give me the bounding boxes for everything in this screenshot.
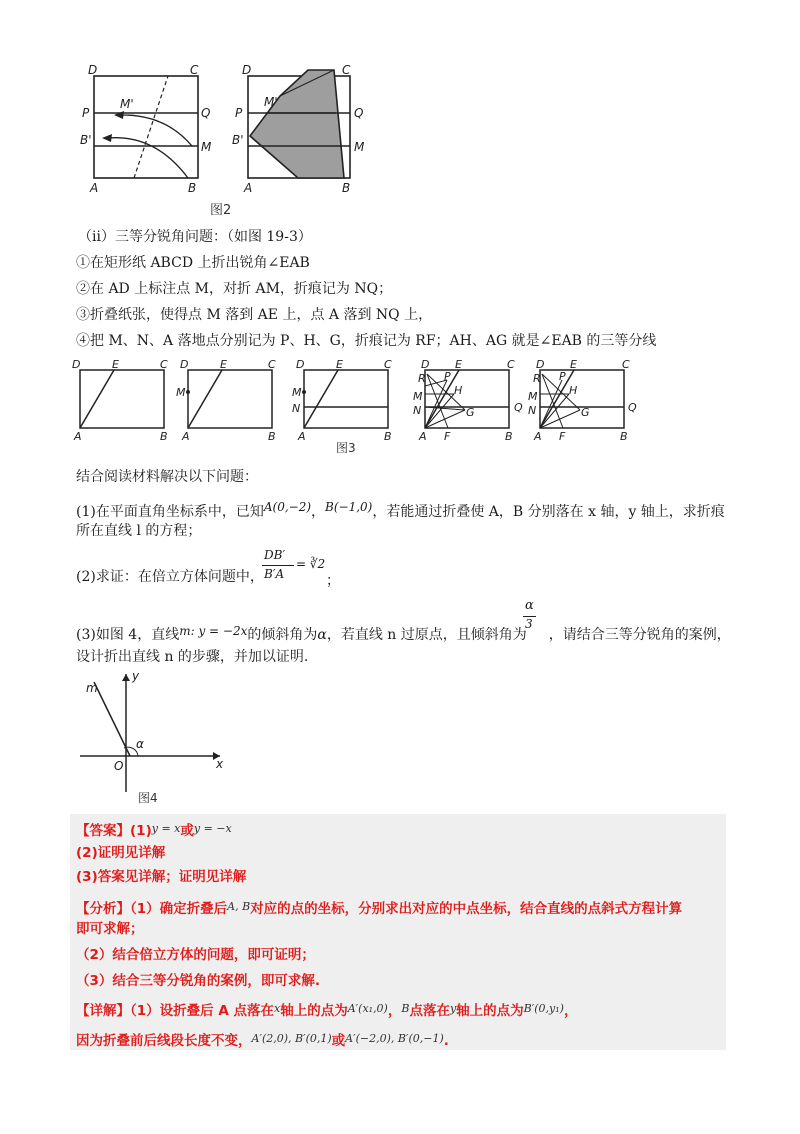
step-3: ③折叠纸张，使得点 M 落到 AE 上，点 A 落到 NQ 上， — [76, 307, 433, 323]
fig4-label-x: x — [216, 757, 224, 771]
fig3-p5-M: M — [528, 390, 538, 403]
fig3-p2-E: E — [220, 358, 227, 371]
fig3-p5-R: R — [533, 372, 541, 385]
fig2-label-B: B — [188, 181, 197, 195]
p3-fraction — [523, 598, 539, 634]
fig3-p4-P: P — [444, 370, 451, 383]
fig2-caption: 图2 — [210, 203, 232, 218]
fig2r-label-P: P — [235, 106, 243, 120]
p3-text-d: ，请结合三等分锐角的案例， — [548, 627, 731, 643]
p3-alpha: α — [317, 627, 327, 643]
problems-intro: 结合阅读材料解决以下问题： — [76, 469, 258, 485]
fig3-p4-D: D — [421, 358, 430, 371]
fig2-label-D: D — [88, 63, 98, 77]
fig2-label-B-prime: B' — [80, 133, 92, 147]
step-4: ④把 M、N、A 落地点分别记为 P、H、G，折痕记为 RF；AH、AG 就是∠EAB 的三等分线 — [76, 333, 657, 349]
fig3-p3-N: N — [292, 402, 301, 415]
fig2r-label-D: D — [242, 63, 252, 77]
fig2-label-P: P — [82, 106, 90, 120]
fig3-p3-C: C — [384, 358, 392, 371]
answer-eq-2: y = −x — [193, 822, 232, 835]
fig3-p4-R: R — [418, 372, 426, 385]
figure-3 — [70, 356, 650, 456]
fig3-p4-C: C — [507, 358, 515, 371]
detail-line-2 — [76, 1030, 449, 1050]
analysis-line-4: （3）结合三等分锐角的案例，即可求解. — [76, 973, 321, 989]
detail-B: B — [401, 1002, 410, 1015]
detail-text-f: ， — [563, 1003, 578, 1019]
p2-text: (2)求证：在倍立方体问题中， — [76, 569, 264, 585]
fig3-p5-D: D — [536, 358, 545, 371]
p1-text-b: ，若能通过折叠使 A，B 分别落在 x 轴，y 轴上，求折痕 — [372, 504, 725, 520]
fig2r-label-M: M — [354, 140, 365, 154]
fig3-p5-P: P — [559, 370, 566, 383]
figure-4 — [80, 664, 240, 806]
fig2-label-Q: Q — [201, 106, 211, 120]
detail-text-a: 【详解】（1）设折叠后 A 点落在 — [76, 1003, 274, 1019]
analysis-text-b: 对应的点的坐标，分别求出对应的中点坐标，结合直线的点斜式方程计算 — [250, 901, 683, 917]
fig3-p4-E: E — [455, 358, 462, 371]
fig2r-label-B: B — [342, 181, 351, 195]
detail-text-c: ， — [387, 1003, 402, 1019]
detail2-m2: A′(−2,0), B′(0,−1) — [345, 1032, 444, 1045]
fig3-p4-N: N — [413, 404, 422, 417]
fig3-p2-M: M — [176, 386, 186, 399]
fig3-p2-B: B — [268, 430, 276, 443]
fig4-line-m — [94, 682, 130, 756]
problem-3-line-2: 设计折出直线 n 的步骤，并加以证明. — [76, 649, 309, 665]
detail-B1: B′(0,y₁) — [523, 1002, 564, 1015]
fig3-p5-N: N — [528, 404, 537, 417]
p3-line-m: m: y = −2x — [179, 624, 248, 638]
fig3-p5-F: F — [559, 430, 566, 443]
fig3-p4-G: G — [466, 406, 475, 419]
p2-end: ； — [326, 573, 340, 589]
fig3-p5-E: E — [570, 358, 577, 371]
answer-line-3: (3)答案见详解；证明见详解 — [76, 869, 247, 885]
fig2r-label-C: C — [342, 63, 351, 77]
fig2r-label-M-prime: M' — [264, 95, 278, 109]
fig3-p1-D: D — [72, 358, 81, 371]
fig4-label-O: O — [114, 759, 124, 773]
detail-text-d: 点落在 — [409, 1003, 450, 1019]
detail-line-1 — [76, 1000, 577, 1020]
problem-1-line-1 — [76, 498, 725, 521]
fig3-p1-B: B — [160, 430, 168, 443]
p2-frac-den: B′A — [264, 567, 285, 581]
fig3-caption: 图3 — [336, 441, 356, 455]
fig3-p4-Q: Q — [514, 401, 523, 414]
fig3-p5-Q: Q — [628, 401, 637, 414]
fig2-label-C: C — [190, 63, 199, 77]
step-1: ①在矩形纸 ABCD 上折出锐角∠EAB — [76, 255, 310, 271]
analysis-text-a: 【分析】（1）确定折叠后 — [76, 901, 228, 917]
fig2-label-M: M — [201, 140, 212, 154]
answer-prefix: 【答案】(1) — [76, 823, 152, 839]
fig4-caption: 图4 — [138, 791, 158, 805]
p1-comma: ， — [311, 504, 326, 520]
fig2r-label-Q: Q — [354, 106, 364, 120]
fig3-p3-B: B — [384, 430, 392, 443]
detail-x: x — [274, 1002, 281, 1015]
fig3-p2-D: D — [180, 358, 189, 371]
problem-2 — [76, 568, 264, 586]
fig2-label-A: A — [90, 181, 99, 195]
section-ii-heading: （ⅱ）三等分锐角问题：（如图 19-3） — [78, 229, 312, 245]
p1-point-B: B(−1,0) — [325, 500, 373, 514]
detail2-m1: A′(2,0), B′(0,1) — [251, 1032, 332, 1045]
fig2-right-diagram — [248, 70, 350, 178]
detail2-text-a: 因为折叠前后线段长度不变， — [76, 1033, 252, 1049]
fig3-p1-C: C — [160, 358, 168, 371]
fig3-p1-E: E — [112, 358, 119, 371]
step-2: ②在 AD 上标注点 M，对折 AM，折痕记为 NQ； — [76, 281, 393, 297]
fig3-p3-D: D — [296, 358, 305, 371]
p2-frac-bar — [262, 565, 294, 566]
fig3-p4-M: M — [413, 390, 423, 403]
fig2r-label-B-prime: B' — [232, 133, 244, 147]
problem-3-line-1 — [76, 622, 731, 644]
fig3-p3-A: A — [298, 430, 306, 443]
detail-y: y — [449, 1002, 457, 1015]
p1-text-a: (1)在平面直角坐标系中，已知 — [76, 504, 264, 520]
p1-point-A: A(0,−2) — [263, 500, 312, 514]
p3-text-c: ，若直线 n 过原点，且倾斜角为 — [326, 627, 527, 643]
fig3-p4-A: A — [419, 430, 427, 443]
fig3-p5-A: A — [534, 430, 542, 443]
p3-text-a: (3)如图 4，直线 — [76, 627, 180, 643]
fig3-p5-B: B — [620, 430, 628, 443]
detail2-end: . — [443, 1033, 449, 1049]
detail-text-e: 轴上的点为 — [456, 1003, 524, 1019]
analysis-line-1 — [76, 898, 682, 918]
p2-rhs: = ∛2 — [296, 557, 326, 571]
fig3-p1-A: A — [74, 430, 82, 443]
fig4-label-alpha: α — [136, 737, 144, 751]
p3-text-b: 的倾斜角为 — [247, 627, 318, 643]
fig3-p5-H: H — [569, 384, 578, 397]
analysis-line-2: 即可求解； — [76, 921, 144, 937]
fig2-label-M-prime: M' — [120, 97, 134, 111]
figure-2 — [80, 62, 380, 222]
fig2r-label-A: A — [244, 181, 253, 195]
fig2-left-diagram — [94, 76, 198, 178]
fig4-label-m: m — [86, 681, 98, 695]
detail-text-b: 轴上的点为 — [280, 1003, 348, 1019]
p3-frac-num: α — [525, 598, 534, 613]
answer-eq-1: y = x — [151, 822, 181, 835]
fig3-p2-C: C — [268, 358, 276, 371]
detail2-or: 或 — [331, 1033, 346, 1049]
fig4-label-y: y — [132, 669, 140, 683]
fig3-p3-E: E — [336, 358, 343, 371]
fig3-p5-C: C — [622, 358, 630, 371]
analysis-line-3: （2）结合倍立方体的问题，即可证明； — [76, 947, 315, 963]
answer-line-2: (2)证明见详解 — [76, 845, 166, 861]
fig3-p2-A: A — [182, 430, 190, 443]
fig3-p5-G: G — [581, 406, 590, 419]
detail-A1: A′(x₁,0) — [347, 1002, 388, 1015]
fig3-p3-M: M — [292, 386, 302, 399]
analysis-ab: A, B — [227, 900, 251, 913]
problem-1-line-2: 所在直线 l 的方程； — [76, 523, 202, 539]
fig3-p4-H: H — [454, 384, 463, 397]
p3-frac-den: 3 — [525, 617, 533, 631]
fig3-p4-B: B — [505, 430, 513, 443]
p2-frac-num: DB′ — [264, 548, 286, 562]
fig3-p4-F: F — [444, 430, 451, 443]
answer-or: 或 — [180, 823, 194, 839]
answer-line-1 — [76, 820, 232, 840]
